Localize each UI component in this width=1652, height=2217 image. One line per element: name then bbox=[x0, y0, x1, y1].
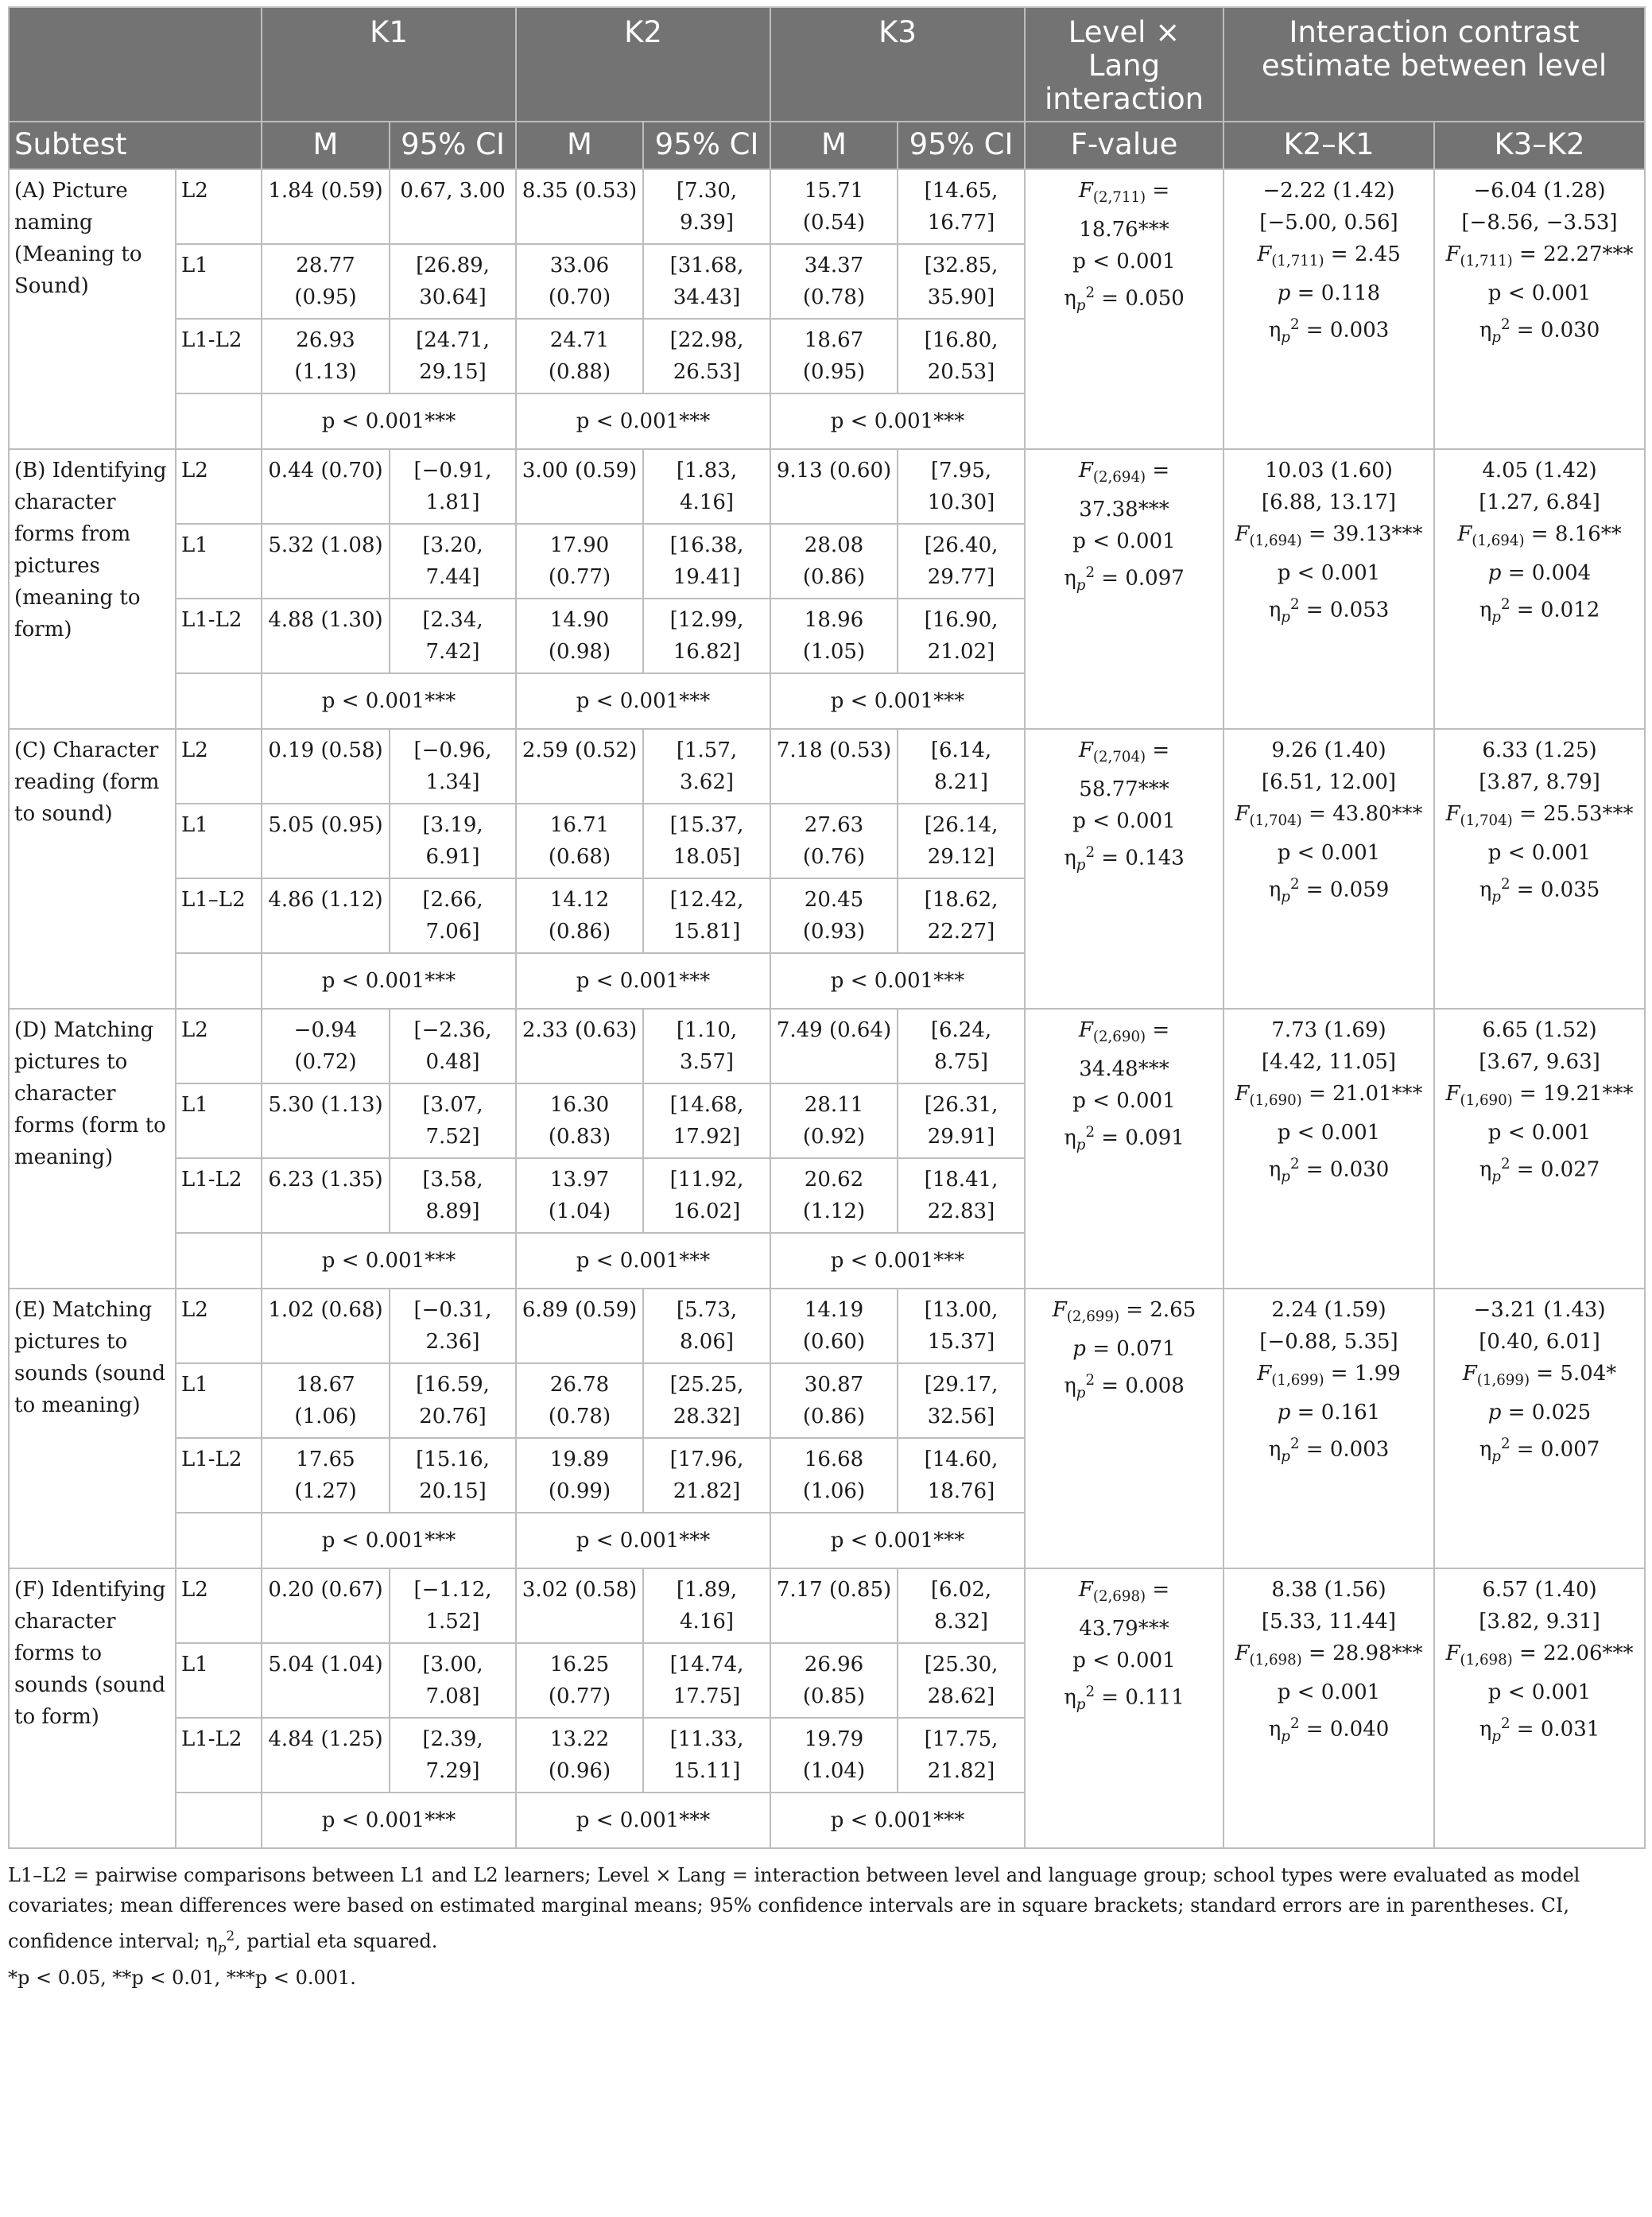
interaction-stat: $\eta_p^2 = 0.091$ bbox=[1064, 1124, 1185, 1154]
contrast-stat: p < 0.001 bbox=[1277, 1680, 1381, 1705]
k1-ci: [26.89, 30.64] bbox=[390, 244, 516, 319]
k3-ci: [17.75, 21.82] bbox=[898, 1718, 1025, 1793]
contrast-stat: [6.88, 13.17] bbox=[1261, 490, 1397, 514]
empty-cell bbox=[9, 1233, 176, 1289]
lang-label: L1 bbox=[176, 1363, 262, 1438]
contrast-stat: 2.24 (1.59) bbox=[1271, 1298, 1386, 1322]
contrast-stat: [1.27, 6.84] bbox=[1479, 490, 1600, 514]
pvalue: p < 0.001*** bbox=[262, 673, 516, 729]
contrast-stat: $\eta_p^2 = 0.003$ bbox=[1268, 1436, 1390, 1466]
k2-mean: 6.89 (0.59) bbox=[516, 1289, 643, 1363]
k1-ci: 0.67, 3.00 bbox=[390, 169, 516, 244]
pvalue: p < 0.001*** bbox=[516, 393, 770, 449]
empty-cell bbox=[9, 1793, 176, 1848]
header-k3-k2: K3–K2 bbox=[1434, 122, 1645, 169]
k1-mean: 26.93 (1.13) bbox=[262, 319, 390, 393]
lang-label: L2 bbox=[176, 449, 262, 524]
interaction-stat: p < 0.001 bbox=[1072, 1649, 1176, 1673]
k1-mean: 4.86 (1.12) bbox=[262, 878, 390, 953]
header-k2-k1: K2–K1 bbox=[1223, 122, 1434, 169]
lang-label: L1 bbox=[176, 1643, 262, 1718]
k2-ci: [5.73, 8.06] bbox=[643, 1289, 770, 1363]
contrast-stat: $\eta_p^2 = 0.030$ bbox=[1268, 1156, 1390, 1186]
interaction-stat: p < 0.001 bbox=[1072, 1089, 1176, 1114]
contrast-k3-k2 bbox=[1434, 1568, 1645, 1848]
empty-cell bbox=[9, 673, 176, 729]
contrast-stat: [6.51, 12.00] bbox=[1261, 770, 1397, 794]
k1-mean: 5.30 (1.13) bbox=[262, 1083, 390, 1158]
table-row bbox=[9, 729, 1645, 804]
k3-mean: 7.18 (0.53) bbox=[770, 729, 898, 804]
k3-ci: [32.85, 35.90] bbox=[898, 244, 1025, 319]
k2-mean: 16.71 (0.68) bbox=[516, 804, 643, 878]
significance-text: *p < 0.05, **p < 0.01, ***p < 0.001. bbox=[8, 1966, 356, 1989]
k3-mean: 20.45 (0.93) bbox=[770, 878, 898, 953]
subtest-title: (A) Picture naming (Meaning to Sound) bbox=[9, 169, 176, 393]
contrast-stat: $F_{(1,690)} = 19.21***$ bbox=[1445, 1082, 1634, 1110]
subtest-title: (B) Identifying character forms from pictures (meaning to form) bbox=[9, 449, 176, 673]
pvalue: p < 0.001*** bbox=[262, 1233, 516, 1289]
k3-ci: [6.02, 8.32] bbox=[898, 1568, 1025, 1643]
k3-mean: 14.19 (0.60) bbox=[770, 1289, 898, 1363]
k3-ci: [14.60, 18.76] bbox=[898, 1438, 1025, 1513]
contrast-stat: p < 0.001 bbox=[1487, 1680, 1592, 1705]
k2-ci: [11.33, 15.11] bbox=[643, 1718, 770, 1793]
contrast-stat: p = 0.004 bbox=[1487, 561, 1592, 586]
interaction-stat: $\eta_p^2 = 0.050$ bbox=[1064, 285, 1185, 315]
k1-mean: 0.19 (0.58) bbox=[262, 729, 390, 804]
k1-mean: −0.94 (0.72) bbox=[262, 1009, 390, 1083]
pvalue: p < 0.001*** bbox=[262, 1793, 516, 1848]
k3-mean: 9.13 (0.60) bbox=[770, 449, 898, 524]
subtest-title: (F) Identifying character forms to sounds (sound to form) bbox=[9, 1568, 176, 1793]
k1-mean: 5.32 (1.08) bbox=[262, 524, 390, 599]
contrast-k2-k1 bbox=[1223, 1009, 1434, 1289]
table-row bbox=[9, 449, 1645, 524]
k1-ci: [3.20, 7.44] bbox=[390, 524, 516, 599]
contrast-stat: 9.26 (1.40) bbox=[1271, 738, 1386, 762]
contrast-k3-k2 bbox=[1434, 729, 1645, 1009]
k2-ci: [1.83, 4.16] bbox=[643, 449, 770, 524]
contrast-stat: $\eta_p^2 = 0.031$ bbox=[1479, 1715, 1600, 1746]
k2-ci: [1.89, 4.16] bbox=[643, 1568, 770, 1643]
contrast-stat: [3.67, 9.63] bbox=[1479, 1050, 1600, 1074]
k2-ci: [16.38, 19.41] bbox=[643, 524, 770, 599]
pvalue: p < 0.001*** bbox=[262, 953, 516, 1009]
interaction-stat: $F_{(2,699)} = 2.65$ bbox=[1052, 1298, 1196, 1326]
table-page bbox=[8, 6, 1644, 1993]
results-table bbox=[8, 6, 1646, 1849]
contrast-stat: p = 0.025 bbox=[1487, 1401, 1592, 1425]
k1-mean: 28.77 (0.95) bbox=[262, 244, 390, 319]
interaction-stat: $F_{(2,711)} = 18.76***$ bbox=[1078, 179, 1170, 242]
k3-ci: [26.40, 29.77] bbox=[898, 524, 1025, 599]
pvalue: p < 0.001*** bbox=[770, 393, 1025, 449]
contrast-stat: [−5.00, 0.56] bbox=[1259, 211, 1398, 234]
k2-mean: 16.30 (0.83) bbox=[516, 1083, 643, 1158]
contrast-stat: $F_{(1,698)} = 22.06***$ bbox=[1445, 1641, 1634, 1669]
k3-mean: 15.71 (0.54) bbox=[770, 169, 898, 244]
k2-mean: 13.22 (0.96) bbox=[516, 1718, 643, 1793]
contrast-stat: p < 0.001 bbox=[1277, 561, 1381, 586]
k3-mean: 26.96 (0.85) bbox=[770, 1643, 898, 1718]
k2-mean: 16.25 (0.77) bbox=[516, 1643, 643, 1718]
interaction-stat: $\eta_p^2 = 0.097$ bbox=[1064, 564, 1185, 595]
header-k2: K2 bbox=[516, 7, 770, 122]
k3-mean: 28.08 (0.86) bbox=[770, 524, 898, 599]
lang-label: L2 bbox=[176, 1289, 262, 1363]
table-footnote bbox=[8, 1860, 1644, 1963]
contrast-k3-k2 bbox=[1434, 169, 1645, 449]
k3-mean: 16.68 (1.06) bbox=[770, 1438, 898, 1513]
k1-mean: 0.20 (0.67) bbox=[262, 1568, 390, 1643]
contrast-stat: 6.65 (1.52) bbox=[1482, 1018, 1597, 1042]
lang-label: L1-L2 bbox=[176, 1438, 262, 1513]
contrast-stat: $\eta_p^2 = 0.035$ bbox=[1479, 876, 1600, 906]
contrast-stat: −2.22 (1.42) bbox=[1262, 179, 1395, 203]
k3-mean: 19.79 (1.04) bbox=[770, 1718, 898, 1793]
contrast-stat: [0.40, 6.01] bbox=[1479, 1330, 1600, 1354]
k3-ci: [16.80, 20.53] bbox=[898, 319, 1025, 393]
empty-cell bbox=[176, 393, 262, 449]
interaction-stat: $F_{(2,690)} = 34.48***$ bbox=[1078, 1018, 1170, 1082]
k1-ci: [3.00, 7.08] bbox=[390, 1643, 516, 1718]
interaction-stats bbox=[1025, 1568, 1223, 1848]
k1-ci: [3.58, 8.89] bbox=[390, 1158, 516, 1233]
k3-mean: 18.96 (1.05) bbox=[770, 599, 898, 673]
k2-mean: 33.06 (0.70) bbox=[516, 244, 643, 319]
k1-mean: 18.67 (1.06) bbox=[262, 1363, 390, 1438]
contrast-k2-k1 bbox=[1223, 169, 1434, 449]
k2-ci: [22.98, 26.53] bbox=[643, 319, 770, 393]
contrast-stat: $F_{(1,704)} = 25.53***$ bbox=[1445, 802, 1634, 830]
k1-ci: [−0.31, 2.36] bbox=[390, 1289, 516, 1363]
k1-mean: 4.88 (1.30) bbox=[262, 599, 390, 673]
contrast-stat: p < 0.001 bbox=[1487, 841, 1592, 866]
k1-mean: 5.04 (1.04) bbox=[262, 1643, 390, 1718]
contrast-stat: $\eta_p^2 = 0.003$ bbox=[1268, 316, 1390, 347]
table-row bbox=[9, 169, 1645, 244]
k2-ci: [11.92, 16.02] bbox=[643, 1158, 770, 1233]
k3-ci: [7.95, 10.30] bbox=[898, 449, 1025, 524]
contrast-k3-k2 bbox=[1434, 449, 1645, 729]
k2-ci: [15.37, 18.05] bbox=[643, 804, 770, 878]
interaction-stat: $\eta_p^2 = 0.111$ bbox=[1064, 1684, 1185, 1714]
empty-cell bbox=[9, 393, 176, 449]
interaction-stats bbox=[1025, 449, 1223, 729]
pvalue: p < 0.001*** bbox=[516, 1513, 770, 1568]
contrast-stat: $F_{(1,694)} = 39.13***$ bbox=[1235, 522, 1423, 550]
k2-ci: [25.25, 28.32] bbox=[643, 1363, 770, 1438]
pvalue: p < 0.001*** bbox=[262, 1513, 516, 1568]
contrast-stat: [−8.56, −3.53] bbox=[1461, 211, 1618, 234]
k2-mean: 3.02 (0.58) bbox=[516, 1568, 643, 1643]
header-row-1 bbox=[9, 7, 1645, 122]
k2-ci: [1.57, 3.62] bbox=[643, 729, 770, 804]
contrast-stat: p = 0.161 bbox=[1277, 1401, 1381, 1425]
k2-ci: [31.68, 34.43] bbox=[643, 244, 770, 319]
k2-mean: 2.59 (0.52) bbox=[516, 729, 643, 804]
contrast-stat: [4.42, 11.05] bbox=[1261, 1050, 1397, 1074]
contrast-stat: p = 0.118 bbox=[1277, 281, 1381, 306]
header-fvalue: F-value bbox=[1025, 122, 1223, 169]
lang-label: L1-L2 bbox=[176, 1718, 262, 1793]
k2-mean: 14.12 (0.86) bbox=[516, 878, 643, 953]
contrast-stat: p < 0.001 bbox=[1277, 1121, 1381, 1145]
interaction-stats bbox=[1025, 1289, 1223, 1568]
contrast-stat: 8.38 (1.56) bbox=[1271, 1578, 1386, 1602]
pvalue: p < 0.001*** bbox=[770, 1513, 1025, 1568]
contrast-stat: $\eta_p^2 = 0.027$ bbox=[1479, 1156, 1600, 1186]
contrast-stat: $\eta_p^2 = 0.012$ bbox=[1479, 596, 1600, 626]
contrast-stat: −6.04 (1.28) bbox=[1473, 179, 1606, 203]
contrast-stat: 6.33 (1.25) bbox=[1482, 738, 1597, 762]
contrast-stat: $\eta_p^2 = 0.059$ bbox=[1268, 876, 1390, 906]
k3-ci: [6.24, 8.75] bbox=[898, 1009, 1025, 1083]
contrast-stat: 10.03 (1.60) bbox=[1265, 459, 1393, 483]
k3-ci: [25.30, 28.62] bbox=[898, 1643, 1025, 1718]
contrast-stat: $\eta_p^2 = 0.053$ bbox=[1268, 596, 1390, 626]
k1-mean: 6.23 (1.35) bbox=[262, 1158, 390, 1233]
k3-mean: 28.11 (0.92) bbox=[770, 1083, 898, 1158]
k1-ci: [15.16, 20.15] bbox=[390, 1438, 516, 1513]
k2-mean: 14.90 (0.98) bbox=[516, 599, 643, 673]
header-k3-ci: 95% CI bbox=[898, 122, 1025, 169]
lang-label: L2 bbox=[176, 169, 262, 244]
empty-cell bbox=[9, 953, 176, 1009]
empty-cell bbox=[9, 1513, 176, 1568]
k1-ci: [2.66, 7.06] bbox=[390, 878, 516, 953]
contrast-stat: $F_{(1,711)} = 22.27***$ bbox=[1445, 242, 1634, 270]
interaction-stats bbox=[1025, 169, 1223, 449]
header-subtest: Subtest bbox=[9, 122, 262, 169]
k2-ci: [12.99, 16.82] bbox=[643, 599, 770, 673]
subtest-title: (D) Matching pictures to character forms (form to meaning) bbox=[9, 1009, 176, 1233]
k3-ci: [6.14, 8.21] bbox=[898, 729, 1025, 804]
lang-label: L2 bbox=[176, 1568, 262, 1643]
contrast-stat: $\eta_p^2 = 0.007$ bbox=[1479, 1436, 1600, 1466]
k2-mean: 3.00 (0.59) bbox=[516, 449, 643, 524]
interaction-stat: $F_{(2,694)} = 37.38***$ bbox=[1078, 459, 1170, 522]
k1-ci: [16.59, 20.76] bbox=[390, 1363, 516, 1438]
k3-mean: 30.87 (0.86) bbox=[770, 1363, 898, 1438]
lang-label: L1-L2 bbox=[176, 319, 262, 393]
interaction-stats bbox=[1025, 1009, 1223, 1289]
interaction-stat: p < 0.001 bbox=[1072, 809, 1176, 834]
contrast-k2-k1 bbox=[1223, 1568, 1434, 1848]
contrast-k2-k1 bbox=[1223, 1289, 1434, 1568]
k2-mean: 8.35 (0.53) bbox=[516, 169, 643, 244]
k1-ci: [−2.36, 0.48] bbox=[390, 1009, 516, 1083]
pvalue: p < 0.001*** bbox=[516, 1793, 770, 1848]
k2-mean: 13.97 (1.04) bbox=[516, 1158, 643, 1233]
empty-cell bbox=[176, 673, 262, 729]
lang-label: L2 bbox=[176, 1009, 262, 1083]
contrast-stat: −3.21 (1.43) bbox=[1473, 1298, 1606, 1322]
k2-mean: 19.89 (0.99) bbox=[516, 1438, 643, 1513]
header-k1-ci: 95% CI bbox=[390, 122, 516, 169]
contrast-stat: p < 0.001 bbox=[1487, 281, 1592, 306]
lang-label: L1-L2 bbox=[176, 599, 262, 673]
header-k3-m: M bbox=[770, 122, 898, 169]
interaction-stat: $\eta_p^2 = 0.143$ bbox=[1064, 844, 1185, 874]
lang-label: L1 bbox=[176, 804, 262, 878]
table-row bbox=[9, 1289, 1645, 1363]
contrast-stat: p < 0.001 bbox=[1277, 841, 1381, 866]
interaction-stat: p < 0.001 bbox=[1072, 529, 1176, 554]
contrast-k2-k1 bbox=[1223, 729, 1434, 1009]
table-row bbox=[9, 1009, 1645, 1083]
footnote-text: L1–L2 = pairwise comparisons between L1 and L2 learners; Level × Lang = interaction between level and language group; school types were evaluated as model covariates; mean differences were based on estimated marginal means; 95% confidence intervals are in square brackets; standard errors are in parentheses. CI, confidence interval; $\eta_p^2$, partial eta squared. bbox=[8, 1864, 1580, 1955]
empty-cell bbox=[176, 1513, 262, 1568]
k2-ci: [7.30, 9.39] bbox=[643, 169, 770, 244]
contrast-stat: $F_{(1,699)} = 5.04*$ bbox=[1462, 1362, 1617, 1390]
header-k1-m: M bbox=[262, 122, 390, 169]
header-k1: K1 bbox=[262, 7, 516, 122]
contrast-stat: $F_{(1,699)} = 1.99$ bbox=[1257, 1362, 1401, 1390]
pvalue: p < 0.001*** bbox=[262, 393, 516, 449]
k1-ci: [3.19, 6.91] bbox=[390, 804, 516, 878]
contrast-stat: $\eta_p^2 = 0.040$ bbox=[1268, 1715, 1390, 1746]
interaction-stats bbox=[1025, 729, 1223, 1009]
k1-ci: [−0.91, 1.81] bbox=[390, 449, 516, 524]
contrast-stat: 6.57 (1.40) bbox=[1482, 1578, 1597, 1602]
table-row bbox=[9, 1568, 1645, 1643]
k2-ci: [14.68, 17.92] bbox=[643, 1083, 770, 1158]
lang-label: L1 bbox=[176, 524, 262, 599]
subtest-title: (C) Character reading (form to sound) bbox=[9, 729, 176, 953]
k3-mean: 18.67 (0.95) bbox=[770, 319, 898, 393]
subtest-title: (E) Matching pictures to sounds (sound to meaning) bbox=[9, 1289, 176, 1513]
contrast-stat: $F_{(1,694)} = 8.16**$ bbox=[1457, 522, 1622, 550]
k1-ci: [24.71, 29.15] bbox=[390, 319, 516, 393]
header-contrast: Interaction contrast estimate between level bbox=[1223, 7, 1645, 122]
k3-mean: 27.63 (0.76) bbox=[770, 804, 898, 878]
k2-mean: 26.78 (0.78) bbox=[516, 1363, 643, 1438]
significance-note bbox=[8, 1963, 1644, 1993]
k1-mean: 1.02 (0.68) bbox=[262, 1289, 390, 1363]
contrast-stat: [5.33, 11.44] bbox=[1261, 1610, 1397, 1634]
header-k3: K3 bbox=[770, 7, 1025, 122]
header-blank bbox=[9, 7, 262, 122]
interaction-stat: $F_{(2,698)} = 43.79***$ bbox=[1078, 1578, 1170, 1641]
empty-cell bbox=[176, 1233, 262, 1289]
k3-ci: [26.31, 29.91] bbox=[898, 1083, 1025, 1158]
k3-ci: [18.41, 22.83] bbox=[898, 1158, 1025, 1233]
contrast-stat: p < 0.001 bbox=[1487, 1121, 1592, 1145]
k2-mean: 2.33 (0.63) bbox=[516, 1009, 643, 1083]
header-k2-m: M bbox=[516, 122, 643, 169]
k2-ci: [1.10, 3.57] bbox=[643, 1009, 770, 1083]
lang-label: L1-L2 bbox=[176, 1158, 262, 1233]
header-row-2 bbox=[9, 122, 1645, 169]
k2-ci: [17.96, 21.82] bbox=[643, 1438, 770, 1513]
k3-mean: 34.37 (0.78) bbox=[770, 244, 898, 319]
k2-mean: 24.71 (0.88) bbox=[516, 319, 643, 393]
k3-mean: 7.17 (0.85) bbox=[770, 1568, 898, 1643]
lang-label: L1 bbox=[176, 244, 262, 319]
k3-mean: 7.49 (0.64) bbox=[770, 1009, 898, 1083]
k3-ci: [16.90, 21.02] bbox=[898, 599, 1025, 673]
contrast-k3-k2 bbox=[1434, 1009, 1645, 1289]
k1-ci: [−0.96, 1.34] bbox=[390, 729, 516, 804]
k1-mean: 0.44 (0.70) bbox=[262, 449, 390, 524]
pvalue: p < 0.001*** bbox=[770, 953, 1025, 1009]
k1-ci: [3.07, 7.52] bbox=[390, 1083, 516, 1158]
k3-ci: [13.00, 15.37] bbox=[898, 1289, 1025, 1363]
header-interaction: Level × Lang interaction bbox=[1025, 7, 1223, 122]
pvalue: p < 0.001*** bbox=[770, 1233, 1025, 1289]
contrast-stat: [−0.88, 5.35] bbox=[1259, 1330, 1398, 1354]
contrast-stat: $F_{(1,698)} = 28.98***$ bbox=[1235, 1641, 1423, 1669]
header-k2-ci: 95% CI bbox=[643, 122, 770, 169]
k3-ci: [29.17, 32.56] bbox=[898, 1363, 1025, 1438]
lang-label: L1 bbox=[176, 1083, 262, 1158]
k3-ci: [18.62, 22.27] bbox=[898, 878, 1025, 953]
interaction-stat: $F_{(2,704)} = 58.77***$ bbox=[1078, 738, 1170, 802]
contrast-k2-k1 bbox=[1223, 449, 1434, 729]
k3-mean: 20.62 (1.12) bbox=[770, 1158, 898, 1233]
k3-ci: [26.14, 29.12] bbox=[898, 804, 1025, 878]
k1-ci: [2.34, 7.42] bbox=[390, 599, 516, 673]
k1-mean: 5.05 (0.95) bbox=[262, 804, 390, 878]
k1-mean: 1.84 (0.59) bbox=[262, 169, 390, 244]
interaction-stat: $\eta_p^2 = 0.008$ bbox=[1064, 1372, 1185, 1402]
contrast-stat: $F_{(1,704)} = 43.80***$ bbox=[1235, 802, 1423, 830]
k3-ci: [14.65, 16.77] bbox=[898, 169, 1025, 244]
pvalue: p < 0.001*** bbox=[770, 1793, 1025, 1848]
contrast-stat: $F_{(1,690)} = 21.01***$ bbox=[1235, 1082, 1423, 1110]
k2-ci: [12.42, 15.81] bbox=[643, 878, 770, 953]
interaction-stat: p < 0.001 bbox=[1072, 250, 1176, 274]
pvalue: p < 0.001*** bbox=[516, 673, 770, 729]
contrast-stat: [3.82, 9.31] bbox=[1479, 1610, 1600, 1634]
empty-cell bbox=[176, 1793, 262, 1848]
contrast-stat: 7.73 (1.69) bbox=[1271, 1018, 1386, 1042]
k2-mean: 17.90 (0.77) bbox=[516, 524, 643, 599]
contrast-stat: $\eta_p^2 = 0.030$ bbox=[1479, 316, 1600, 347]
pvalue: p < 0.001*** bbox=[516, 1233, 770, 1289]
table-body bbox=[9, 169, 1645, 1848]
contrast-stat: [3.87, 8.79] bbox=[1479, 770, 1600, 794]
k1-ci: [2.39, 7.29] bbox=[390, 1718, 516, 1793]
empty-cell bbox=[176, 953, 262, 1009]
k1-mean: 17.65 (1.27) bbox=[262, 1438, 390, 1513]
k1-ci: [−1.12, 1.52] bbox=[390, 1568, 516, 1643]
contrast-stat: 4.05 (1.42) bbox=[1482, 459, 1597, 483]
pvalue: p < 0.001*** bbox=[770, 673, 1025, 729]
interaction-stat: p = 0.071 bbox=[1072, 1337, 1176, 1362]
contrast-k3-k2 bbox=[1434, 1289, 1645, 1568]
k2-ci: [14.74, 17.75] bbox=[643, 1643, 770, 1718]
lang-label: L1–L2 bbox=[176, 878, 262, 953]
lang-label: L2 bbox=[176, 729, 262, 804]
contrast-stat: $F_{(1,711)} = 2.45$ bbox=[1257, 242, 1401, 270]
pvalue: p < 0.001*** bbox=[516, 953, 770, 1009]
k1-mean: 4.84 (1.25) bbox=[262, 1718, 390, 1793]
